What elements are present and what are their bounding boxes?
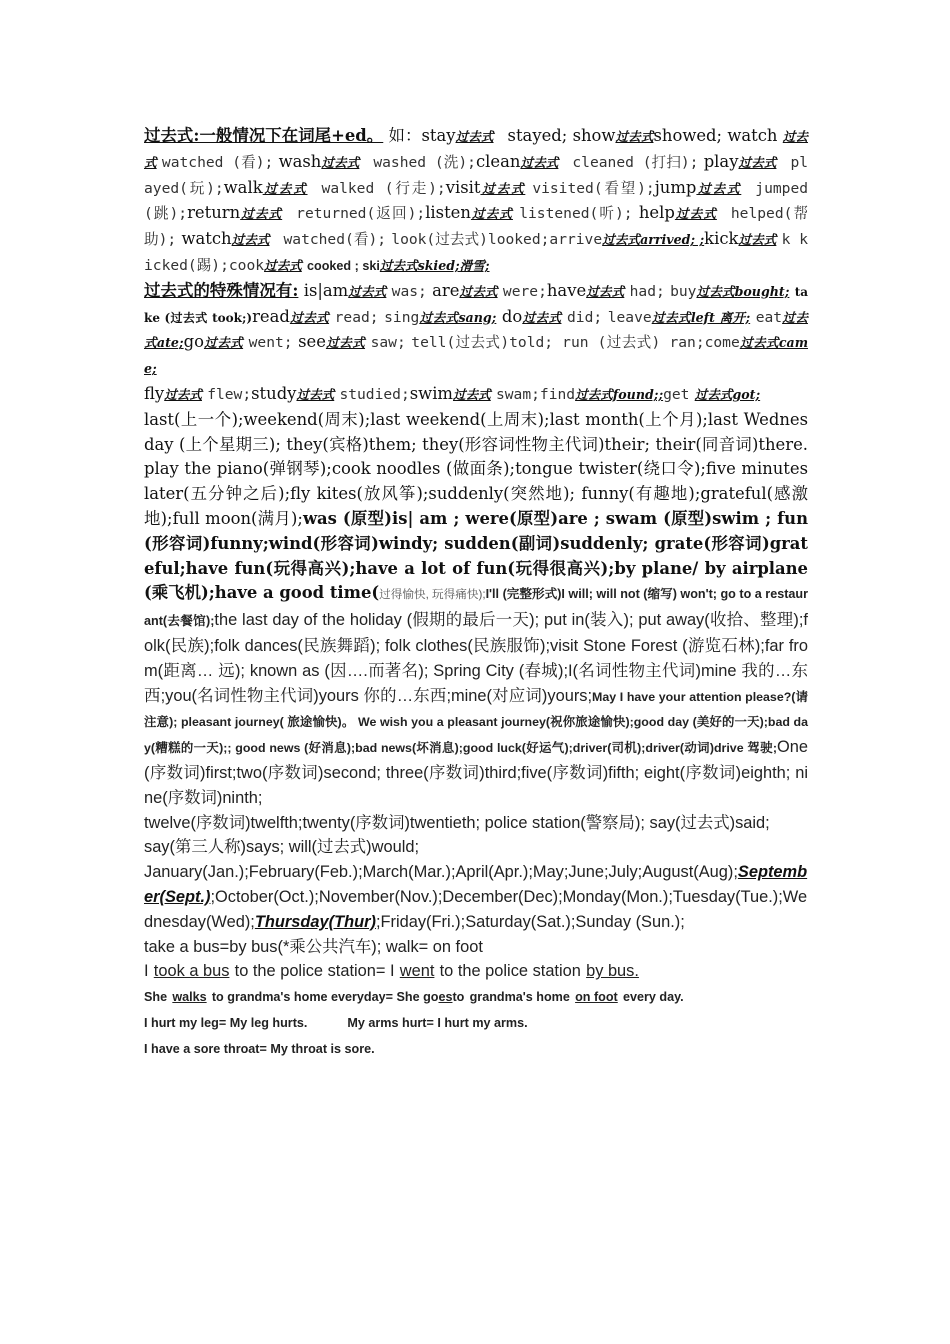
paragraph-walks: She walks to grandma's home everyday= She goesto grandma's home on foot every day. — [144, 990, 684, 1005]
paragraph-says: say(第三人称)says; will(过去式)would; — [144, 838, 420, 857]
paragraph-months-days: January(Jan.);February(Feb.);March(Mar.);April(Apr.);May;June;July;August(Aug);September(Sept.);October(Oct.);November(Nov.);December(Dec);Monday(Mon.);Tuesday(Tue.);Wednesday(Wed);Thursday(Thur);Friday(Fri.);Saturday(Sat.);Sunday (Sun.); — [144, 863, 808, 931]
document-body — [144, 124, 808, 1061]
paragraph-vocabulary: last(上一个);weekend(周末);last weekend(上周末);last month(上个月);last Wednesday (上个星期三); they(宾格)them; they(形容词性物主代词)their; their(同音词)there. play the piano(弹钢琴);cook noodles (做面条);tongue twister(绕口令);five minutes later(五分钟之后);fly kites(放风筝);suddenly(突然地); funny(有趣地);grateful(感激地);full moon(满月);was (原型)is| am ; were(原型)are ; swam (原型)swim ; fun (形容词)funny;wind(形容词)windy; sudden(副词)suddenly; grate(形容词)grateful;have fun(玩得高兴);have a lot of fun(玩得很高兴);by plane/ by airplane(乘飞机);have a good time(过得愉快, 玩得痛快);I'll (完整形式)I will; will not (缩写) won't; go to a restaurant(去餐馆);the last day of the holiday (假期的最后一天); put in(装入); put away(收拾、整理);folk(民族);folk dances(民族舞蹈); folk clothes(民族服饰);visit Stone Forest (游览石林);far from(距离… 远); known as (因….而著名); Spring City (春城);I(名词性物主代词)mine 我的…东西;you(名词性物主代词)yours 你的…东西;mine(对应词)yours;May I have your attention please?(请注意); pleasant journey( 旅途愉快)。 We wish you a pleasant journey(祝你旅途愉快);good day (美好的一天);bad day(糟糕的一天);; good news (好消息);bad news(坏消息);good luck(好运气);driver(司机);driver(动词)drive 驾驶;One(序数词)first;two(序数词)second; three(序数词)third;five(序数词)fifth; eight(序数词)eighth; nine(序数词)ninth; — [144, 409, 808, 807]
paragraph-take-bus: take a bus=by bus(*乘公共汽车); walk= on foot — [144, 937, 483, 956]
paragraph-took-bus: I took a bus to the police station= I went to the police station by bus. — [144, 962, 639, 981]
paragraph-ordinals: twelve(序数词)twelfth;twenty(序数词)twentieth; police station(警察局); say(过去式)said; — [144, 813, 770, 832]
heading-irregular-past: 过去式的特殊情况有: — [144, 280, 299, 300]
heading-regular-past: 过去式:一般情况下在词尾+ed。 — [144, 126, 384, 145]
paragraph-irregular-past: 过去式的特殊情况有: is|am过去式 was; are过去式 were;have过去式 had; buy过去式bought; take (过去式 took;)read过去式 read; sing过去式sang; do过去式 did; leave过去式left 离开; eat过去式ate;go过去式 went; see过去式 saw; tell(过去式)told; run (过去式) ran;come过去式came; fly过去式 flew;study过去式 studied;swim过去式 swam;find过去式found;;get 过去式got; — [144, 280, 809, 403]
paragraph-regular-past: 过去式:一般情况下在词尾+ed。 如：stay过去式 stayed; show过去式showed; watch 过去式 watched (看); wash过去式 washed (洗);clean过去式 cleaned (打扫); play过去式 played(玩);walk过去式 walked (行走);visit过去式 visited(看望);jump过去式 jumped(跳);return过去式 returned(返回);listen过去式 listened(听); help过去式 helped(帮助); watch过去式 watched(看); look(过去式)looked;arrive过去式arrived; ;kick过去式 k kicked(踢);cook过去式 cooked ; ski过去式skied;滑雪; — [144, 126, 809, 274]
paragraph-hurt: I hurt my leg= My leg hurts. My arms hurt= I hurt my arms. — [144, 1015, 528, 1030]
paragraph-sore-throat: I have a sore throat= My throat is sore. — [144, 1041, 375, 1056]
